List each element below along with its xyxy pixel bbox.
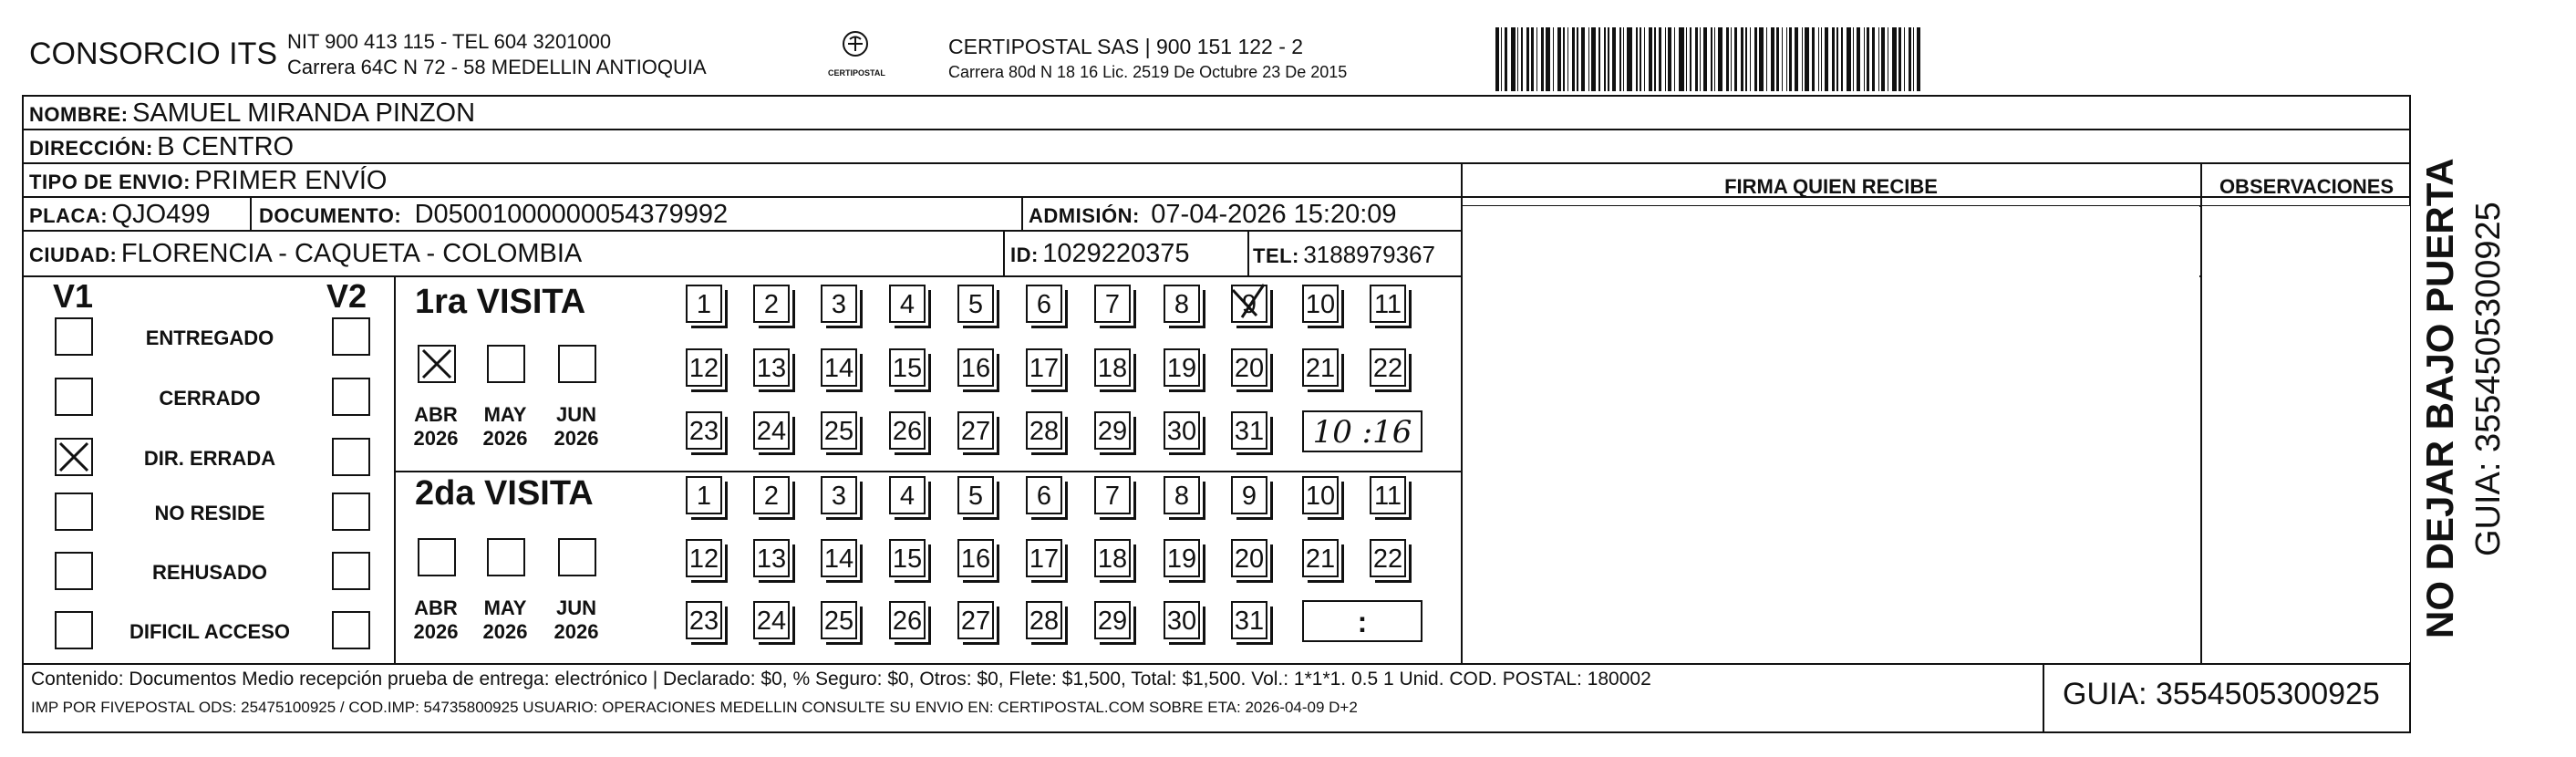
- v2-header: V2: [326, 277, 367, 315]
- time-value: 10 :16: [1312, 414, 1412, 451]
- day-box[interactable]: 1: [686, 285, 722, 323]
- day-box[interactable]: 12: [686, 539, 722, 577]
- status-label: REHUSADO: [152, 561, 267, 584]
- barcode-bar: [1805, 27, 1809, 91]
- barcode-bar: [1703, 27, 1707, 91]
- day-box[interactable]: 18: [1094, 539, 1131, 577]
- month-year: 2026: [482, 427, 528, 450]
- barcode-bar: [1665, 27, 1666, 91]
- barcode-bar: [1598, 27, 1599, 91]
- nit-line: NIT 900 413 115 - TEL 604 3201000: [287, 30, 612, 53]
- month-checkbox[interactable]: [558, 538, 596, 576]
- day-box[interactable]: 1: [686, 476, 722, 514]
- day-box[interactable]: 5: [957, 476, 994, 514]
- barcode-bar: [1608, 27, 1609, 91]
- divider: [1003, 230, 1005, 275]
- month-name: ABR: [414, 596, 458, 619]
- day-box[interactable]: 11: [1370, 476, 1406, 514]
- license-line: Carrera 80d N 18 16 Lic. 2519 De Octubre 23 De 2015: [948, 63, 1348, 81]
- month-label: [409, 403, 463, 451]
- footer-guia: GUIA: 3554505300925: [2063, 677, 2380, 711]
- month-year: 2026: [413, 427, 459, 450]
- barcode-bar: [1714, 27, 1715, 91]
- day-box[interactable]: 29: [1094, 601, 1131, 639]
- v1-header: V1: [53, 277, 94, 315]
- barcode-bar: [1841, 27, 1842, 91]
- ciudad-field: [29, 239, 582, 269]
- day-box[interactable]: 6: [1026, 285, 1062, 323]
- tipo-envio-value: PRIMER ENVÍO: [194, 166, 388, 195]
- barcode-bar: [1745, 27, 1746, 91]
- barcode-bar: [1567, 27, 1568, 91]
- barcode-bar: [1674, 27, 1675, 91]
- barcode-bar: [1864, 27, 1865, 91]
- day-box[interactable]: 23: [686, 601, 722, 639]
- time-value: :: [1357, 606, 1368, 638]
- day-box[interactable]: 22: [1370, 539, 1406, 577]
- observaciones-header: OBSERVACIONES: [2219, 175, 2395, 198]
- tel-field: [1253, 241, 1435, 269]
- month-label: [549, 596, 604, 644]
- certipostal-logo: [828, 27, 883, 78]
- direccion-field: [29, 132, 294, 162]
- barcode-bar: [1604, 27, 1607, 91]
- month-name: MAY: [483, 403, 527, 426]
- day-box[interactable]: 13: [753, 539, 790, 577]
- admision-value: 07-04-2026 15:20:09: [1151, 200, 1397, 229]
- company-info: [287, 29, 707, 80]
- id-label: ID:: [1010, 244, 1039, 266]
- day-box[interactable]: 27: [957, 601, 994, 639]
- day-box[interactable]: 20: [1231, 539, 1267, 577]
- barcode-bar: [1619, 27, 1622, 91]
- day-box[interactable]: 7: [1094, 476, 1131, 514]
- day-box[interactable]: 21: [1302, 348, 1339, 387]
- direccion-label: DIRECCIÓN:: [29, 137, 153, 160]
- day-box[interactable]: 25: [821, 601, 857, 639]
- month-checkbox-checked[interactable]: [418, 345, 456, 383]
- tel-label: TEL:: [1253, 244, 1299, 267]
- v2-checkbox[interactable]: [332, 611, 370, 649]
- day-box[interactable]: 4: [889, 476, 926, 514]
- month-year: 2026: [553, 427, 599, 450]
- barcode-bar: [1711, 27, 1712, 91]
- barcode-bar: [1546, 27, 1550, 91]
- divider: [22, 230, 1461, 232]
- day-box[interactable]: 26: [889, 601, 926, 639]
- tel-value: 3188979367: [1303, 241, 1435, 268]
- barcode-bar: [1581, 27, 1585, 91]
- ciudad-label: CIUDAD:: [29, 244, 118, 266]
- barcode-bar: [1795, 27, 1798, 91]
- day-box[interactable]: 19: [1164, 348, 1200, 387]
- v1-checkbox[interactable]: [55, 317, 93, 356]
- barcode-bar: [1917, 27, 1920, 91]
- month-year: 2026: [413, 620, 459, 643]
- day-box[interactable]: 17: [1026, 539, 1062, 577]
- barcode-bar: [1612, 27, 1616, 91]
- barcode-bar: [1825, 27, 1828, 91]
- divider: [22, 162, 2411, 164]
- barcode-bar: [1700, 27, 1701, 91]
- month-name: ABR: [414, 403, 458, 426]
- v2-checkbox[interactable]: [332, 378, 370, 416]
- barcode-bar: [1802, 27, 1803, 91]
- side-guia: GUIA: 3554505300925: [2469, 202, 2508, 556]
- day-box[interactable]: 15: [889, 539, 926, 577]
- day-box[interactable]: 14: [821, 348, 857, 387]
- barcode-bar: [1531, 27, 1534, 91]
- documento-label: DOCUMENTO:: [259, 204, 402, 227]
- v1-checkbox[interactable]: [55, 552, 93, 590]
- month-checkbox[interactable]: [487, 538, 525, 576]
- divider: [394, 275, 396, 663]
- day-box[interactable]: 2: [753, 476, 790, 514]
- day-box[interactable]: 7: [1094, 285, 1131, 323]
- barcode-bar: [1881, 27, 1885, 91]
- day-box[interactable]: 8: [1164, 476, 1200, 514]
- no-dejar-warning: NO DEJAR BAJO PUERTA: [2418, 158, 2461, 638]
- barcode-bar: [1786, 27, 1787, 91]
- barcode-bar: [1577, 27, 1579, 91]
- barcode-bar: [1821, 27, 1822, 91]
- v2-checkbox[interactable]: [332, 493, 370, 531]
- placa-label: PLACA:: [29, 204, 109, 227]
- barcode: [1495, 27, 2225, 91]
- barcode-bar: [1776, 27, 1779, 91]
- month-name: JUN: [555, 403, 596, 426]
- first-visit-title: 1ra VISITA: [415, 283, 586, 321]
- nombre-field: [29, 99, 475, 129]
- month-year: 2026: [553, 620, 599, 643]
- month-checkbox[interactable]: [558, 345, 596, 383]
- divider: [1021, 196, 1023, 230]
- divider: [394, 471, 1461, 472]
- certipostal-logo-icon: [828, 27, 883, 64]
- day-box[interactable]: 5: [957, 285, 994, 323]
- barcode-bar: [1541, 27, 1544, 91]
- barcode-bar: [1495, 27, 1499, 91]
- barcode-bar: [1734, 27, 1737, 91]
- day-box[interactable]: 30: [1164, 601, 1200, 639]
- barcode-bar: [1588, 27, 1589, 91]
- barcode-bar: [1517, 27, 1518, 91]
- barcode-bar: [1695, 27, 1698, 91]
- barcode-bar: [1679, 27, 1683, 91]
- documento-value: D05001000000054379992: [414, 200, 729, 229]
- barcode-bar: [1892, 27, 1897, 91]
- day-box[interactable]: 25: [821, 411, 857, 450]
- divider: [250, 196, 252, 230]
- day-box[interactable]: 24: [753, 411, 790, 450]
- day-box[interactable]: 22: [1370, 348, 1406, 387]
- day-box[interactable]: 4: [889, 285, 926, 323]
- firma-header: FIRMA QUIEN RECIBE: [1724, 175, 1938, 198]
- id-value: 1029220375: [1042, 239, 1190, 268]
- day-box[interactable]: 29: [1094, 411, 1131, 450]
- v1-checkbox[interactable]: [55, 378, 93, 416]
- barcode-bar: [1898, 27, 1901, 91]
- day-box[interactable]: 12: [686, 348, 722, 387]
- day-box[interactable]: 14: [821, 539, 857, 577]
- day-box[interactable]: 18: [1094, 348, 1131, 387]
- day-box[interactable]: 3: [821, 476, 857, 514]
- barcode-bar: [1690, 27, 1692, 91]
- status-label: CERRADO: [159, 387, 261, 410]
- admision-field: [1029, 200, 1397, 230]
- address-line: Carrera 64C N 72 - 58 MEDELLIN ANTIOQUIA: [287, 56, 707, 78]
- barcode-bar: [1836, 27, 1839, 91]
- nombre-label: NOMBRE:: [29, 103, 129, 126]
- barcode-bar: [1563, 27, 1564, 91]
- barcode-bar: [1526, 27, 1530, 91]
- barcode-bar: [1501, 27, 1502, 91]
- first-visit-time[interactable]: [1302, 410, 1422, 452]
- month-label: [478, 403, 533, 451]
- divider: [1247, 230, 1249, 275]
- day-box[interactable]: 16: [957, 348, 994, 387]
- divider: [22, 663, 2411, 665]
- barcode-bar: [1754, 27, 1757, 91]
- direccion-value: B CENTRO: [157, 132, 295, 161]
- v1-checkbox[interactable]: [55, 493, 93, 531]
- status-label: ENTREGADO: [145, 327, 274, 349]
- carrier-info: [948, 35, 1347, 82]
- carrier-line: CERTIPOSTAL SAS | 900 151 122 - 2: [948, 35, 1304, 58]
- day-box[interactable]: 15: [889, 348, 926, 387]
- barcode-bar: [1553, 27, 1554, 91]
- barcode-bar: [1654, 27, 1657, 91]
- v1-checkbox[interactable]: [55, 611, 93, 649]
- barcode-bar: [1557, 27, 1561, 91]
- barcode-bar: [1659, 27, 1661, 91]
- day-box[interactable]: 20: [1231, 348, 1267, 387]
- day-box[interactable]: 10: [1302, 476, 1339, 514]
- divider: [2043, 663, 2044, 733]
- ciudad-value: FLORENCIA - CAQUETA - COLOMBIA: [120, 239, 583, 268]
- barcode-bar: [1627, 27, 1631, 91]
- footer-contenido: Contenido: Documentos Medio recepción prueba de entrega: electrónico | Declarado: $0, % Seguro: $0, Otros: $0, Flete: $1,500, Total: $1,500. Vol.: 1*1*1. 0.5 1 Unid. COD. POSTAL: 180002: [31, 669, 1651, 690]
- barcode-bar: [1759, 27, 1764, 91]
- barcode-bar: [1853, 27, 1854, 91]
- day-box[interactable]: 11: [1370, 285, 1406, 323]
- status-label: DIR. ERRADA: [143, 447, 276, 470]
- day-box[interactable]: 8: [1164, 285, 1200, 323]
- day-box[interactable]: 24: [753, 601, 790, 639]
- barcode-bar: [1832, 27, 1835, 91]
- footer-imp: IMP POR FIVEPOSTAL ODS: 25475100925 / COD.IMP: 54735800925 USUARIO: OPERACIONES MEDELLIN CONSULTE SU ENVIO EN: CERTIPOSTAL.COM SOBRE ETA: 2026-04-09 D+2: [31, 699, 1358, 716]
- month-checkbox[interactable]: [418, 538, 456, 576]
- barcode-bar: [1572, 27, 1575, 91]
- day-box[interactable]: 21: [1302, 539, 1339, 577]
- barcode-bar: [1872, 27, 1875, 91]
- placa-field: [29, 200, 211, 230]
- v1-checkbox-checked[interactable]: [55, 438, 93, 476]
- barcode-bar: [1771, 27, 1774, 91]
- barcode-bar: [1731, 27, 1732, 91]
- barcode-bar: [1867, 27, 1869, 91]
- barcode-bar: [1913, 27, 1914, 91]
- barcode-bar: [1878, 27, 1879, 91]
- day-box[interactable]: 31: [1231, 601, 1267, 639]
- second-visit-title: 2da VISITA: [415, 474, 594, 513]
- day-box[interactable]: 30: [1164, 411, 1200, 450]
- day-box[interactable]: 13: [753, 348, 790, 387]
- day-box[interactable]: 6: [1026, 476, 1062, 514]
- signature-area[interactable]: [1463, 206, 2199, 662]
- tipo-envio-field: [29, 166, 387, 196]
- status-label: NO RESIDE: [154, 502, 265, 524]
- barcode-bar: [1623, 27, 1624, 91]
- barcode-bar: [1766, 27, 1767, 91]
- tipo-envio-label: TIPO DE ENVIO:: [29, 171, 191, 193]
- day-box[interactable]: 3: [821, 285, 857, 323]
- placa-value: QJO499: [111, 200, 211, 229]
- company-name: CONSORCIO ITS: [29, 36, 278, 71]
- day-box[interactable]: 16: [957, 539, 994, 577]
- day-box[interactable]: 31: [1231, 411, 1267, 450]
- barcode-bar: [1909, 27, 1911, 91]
- barcode-bar: [1718, 27, 1723, 91]
- barcode-bar: [1812, 27, 1815, 91]
- day-box[interactable]: 2: [753, 285, 790, 323]
- barcode-bar: [1782, 27, 1783, 91]
- day-box[interactable]: 28: [1026, 411, 1062, 450]
- day-box-checked[interactable]: 9: [1231, 285, 1267, 323]
- documento-field: [259, 200, 728, 230]
- barcode-bar: [1904, 27, 1905, 91]
- observations-area[interactable]: [2202, 206, 2410, 662]
- day-box[interactable]: 9: [1231, 476, 1267, 514]
- barcode-bar: [1789, 27, 1792, 91]
- barcode-bar: [1505, 27, 1507, 91]
- admision-label: ADMISIÓN:: [1029, 204, 1140, 227]
- day-box[interactable]: 19: [1164, 539, 1200, 577]
- barcode-bar: [1636, 27, 1639, 91]
- barcode-bar: [1644, 27, 1645, 91]
- month-name: JUN: [555, 596, 596, 619]
- day-box[interactable]: 27: [957, 411, 994, 450]
- barcode-bar: [1726, 27, 1729, 91]
- month-checkbox[interactable]: [487, 345, 525, 383]
- month-year: 2026: [482, 620, 528, 643]
- day-box[interactable]: 23: [686, 411, 722, 450]
- barcode-bar: [1521, 27, 1522, 91]
- logo-caption: CERTIPOSTAL: [828, 68, 885, 78]
- day-box[interactable]: 17: [1026, 348, 1062, 387]
- barcode-bar: [1536, 27, 1537, 91]
- barcode-bar: [1686, 27, 1687, 91]
- nombre-value: SAMUEL MIRANDA PINZON: [132, 99, 476, 128]
- barcode-bar: [1741, 27, 1744, 91]
- month-label: [409, 596, 463, 644]
- day-box[interactable]: 10: [1302, 285, 1339, 323]
- day-box[interactable]: 26: [889, 411, 926, 450]
- barcode-bar: [1511, 27, 1516, 91]
- v2-checkbox[interactable]: [332, 317, 370, 356]
- barcode-bar: [1750, 27, 1751, 91]
- v2-checkbox[interactable]: [332, 552, 370, 590]
- id-field: [1010, 239, 1190, 269]
- day-box[interactable]: 28: [1026, 601, 1062, 639]
- v2-checkbox[interactable]: [332, 438, 370, 476]
- barcode-bar: [1649, 27, 1652, 91]
- month-name: MAY: [483, 596, 527, 619]
- barcode-bar: [1591, 27, 1596, 91]
- month-label: [478, 596, 533, 644]
- barcode-bar: [1818, 27, 1819, 91]
- status-label: DIFICIL ACCESO: [129, 620, 290, 643]
- second-visit-time[interactable]: [1302, 600, 1422, 642]
- divider: [22, 129, 2411, 130]
- month-label: [549, 403, 604, 451]
- barcode-bar: [1847, 27, 1851, 91]
- barcode-bar: [1668, 27, 1671, 91]
- barcode-bar: [1857, 27, 1860, 91]
